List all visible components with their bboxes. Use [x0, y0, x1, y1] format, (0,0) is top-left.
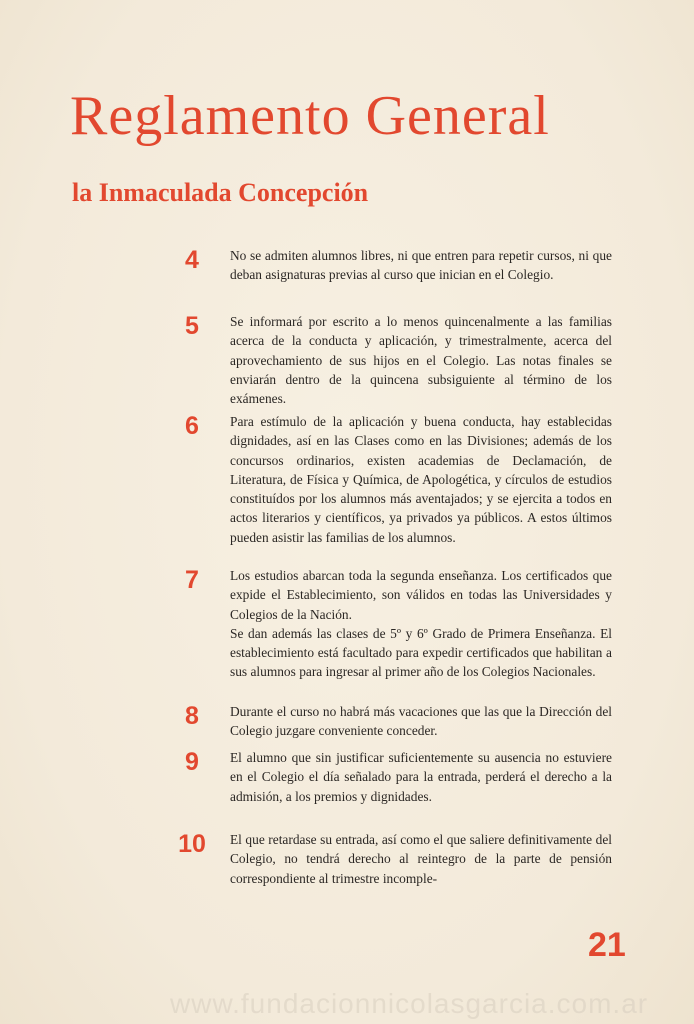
- rule-paragraph: Se informará por escrito a lo menos quincenalmente a las familias acerca de la conducta y aplicación, y trimestralmente, acerca del aprovechamiento de sus hijos en el Colegio. Las notas finales se enviarán dentro de la quincena subsiguiente al término de los exámenes.: [230, 314, 612, 407]
- rule-text: [230, 246, 612, 285]
- rule-paragraph: Durante el curso no habrá más vacaciones que las que la Dirección del Colegio juzgare conveniente conceder.: [230, 704, 612, 739]
- rule-number: 10: [178, 830, 206, 858]
- rule-number: 5: [185, 312, 199, 340]
- rule-paragraph: Se dan además las clases de 5º y 6º Grado de Primera Enseñanza. El establecimiento está facultado para expedir certificados que habilitan a sus alumnos para ingresar al primer año de los Colegios Nacionales.: [230, 625, 612, 680]
- page-number: 21: [588, 926, 626, 964]
- rule-number: 4: [185, 246, 199, 274]
- rule-number: 8: [185, 702, 199, 730]
- page-subtitle: la Inmaculada Concepción: [72, 178, 369, 207]
- rule-text: [230, 412, 612, 547]
- rule-number: 9: [185, 748, 199, 776]
- page-title: Reglamento General: [70, 85, 550, 147]
- rule-text: [230, 748, 612, 806]
- rule-text: [230, 566, 612, 682]
- rule-text: [230, 830, 612, 888]
- rule-paragraph: Para estímulo de la aplicación y buena conducta, hay establecidas dignidades, así en las Clases como en las Divisiones; además de los concursos ordinarios, existen academias de Declamación, de Literatura, de Física y Química, de Apologética, y círculos de estudios constituídos por los alumnos más aventajados; y se ejercita a todos en actos literarios y científicos, ya privados ya públicos. A estos últimos pueden asistir las familias de los alumnos.: [230, 414, 612, 545]
- rule-paragraph: El alumno que sin justificar suficientemente su ausencia no estuviere en el Colegio el día señalado para la entrada, perderá el derecho a la admisión, a los premios y dignidades.: [230, 750, 612, 804]
- rule-text: [230, 312, 612, 408]
- rule-paragraph: Los estudios abarcan toda la segunda enseñanza. Los certificados que expide el Establecimiento, son válidos en todas las Universidades y Colegios de la Nación.: [230, 568, 612, 622]
- rule-paragraph: No se admiten alumnos libres, ni que entren para repetir cursos, ni que deban asignaturas previas al curso que inician en el Colegio.: [230, 248, 612, 283]
- rule-paragraph: El que retardase su entrada, así como el que saliere definitivamente del Colegio, no tendrá derecho al reintegro de la parte de pensión correspondiente al trimestre incomple-: [230, 832, 612, 886]
- rule-number: 7: [185, 566, 199, 594]
- watermark: www.fundacionnicolasgarcia.com.ar: [170, 988, 649, 1019]
- rule-number: 6: [185, 412, 199, 440]
- rule-text: [230, 702, 612, 741]
